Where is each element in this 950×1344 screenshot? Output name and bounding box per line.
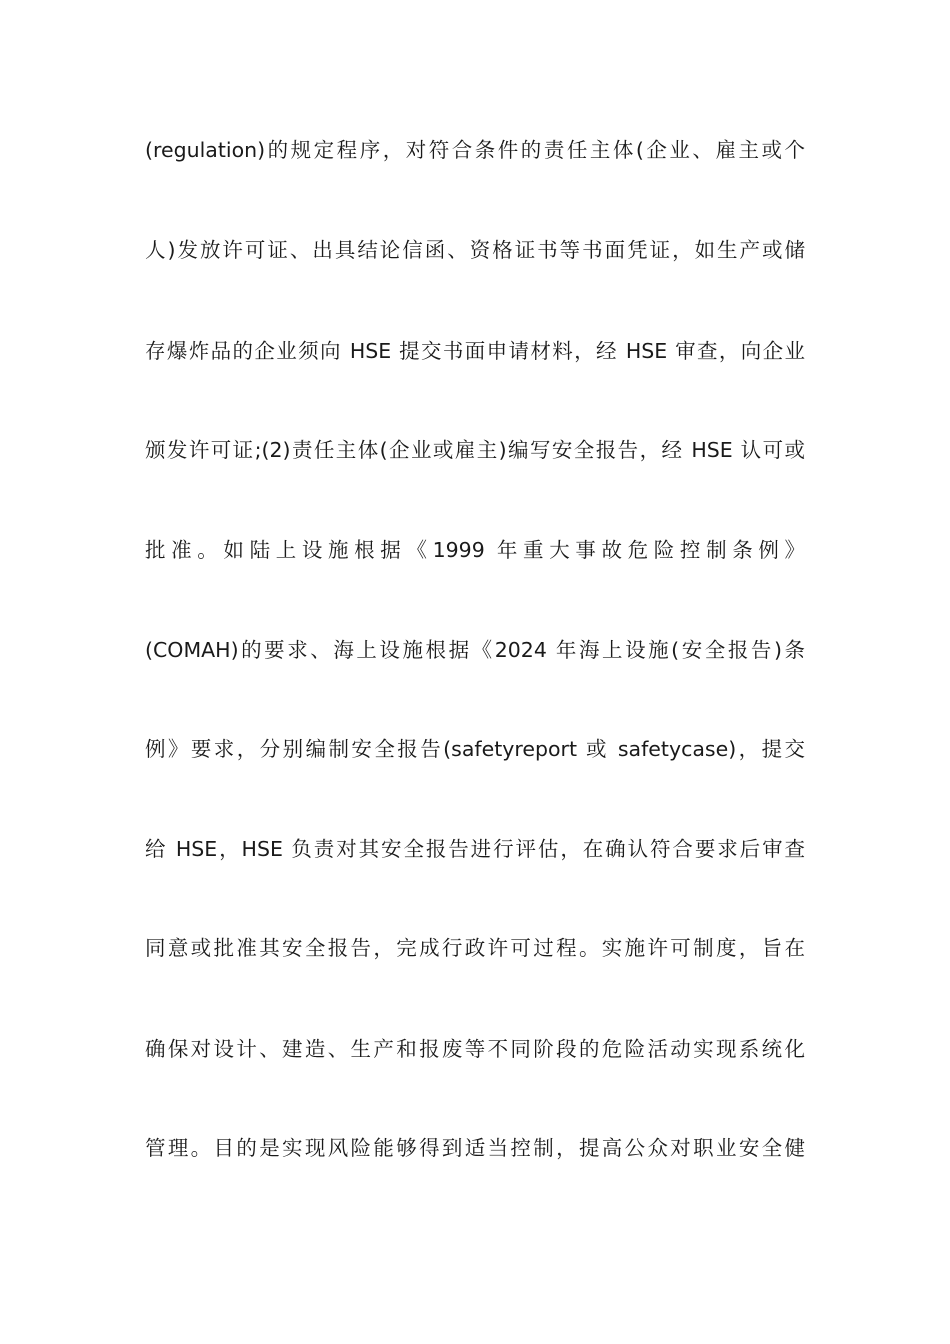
paragraph-line-3: 存爆炸品的企业须向 HSE 提交书面申请材料，经 HSE 审查，向企业 xyxy=(145,339,805,363)
paragraph-line-4: 颁发许可证;(2)责任主体(企业或雇主)编写安全报告，经 HSE 认可或 xyxy=(145,438,805,462)
paragraph-line-5: 批准。如陆上设施根据《1999 年重大事故危险控制条例》 xyxy=(145,538,805,562)
paragraph-line-11: 管理。目的是实现风险能够得到适当控制，提高公众对职业安全健 xyxy=(145,1136,805,1160)
paragraph-line-1: (regulation)的规定程序，对符合条件的责任主体(企业、雇主或个 xyxy=(145,138,805,162)
paragraph-line-10: 确保对设计、建造、生产和报废等不同阶段的危险活动实现系统化 xyxy=(145,1037,805,1061)
paragraph-line-2: 人)发放许可证、出具结论信函、资格证书等书面凭证，如生产或储 xyxy=(145,238,805,262)
paragraph-line-9: 同意或批准其安全报告，完成行政许可过程。实施许可制度，旨在 xyxy=(145,936,805,960)
paragraph-line-7: 例》要求，分别编制安全报告(safetyreport 或 safetycase)，提交 xyxy=(145,737,805,761)
paragraph-line-8: 给 HSE，HSE 负责对其安全报告进行评估，在确认符合要求后审查 xyxy=(145,837,805,861)
paragraph-line-6: (COMAH)的要求、海上设施根据《2024 年海上设施(安全报告)条 xyxy=(145,638,805,662)
